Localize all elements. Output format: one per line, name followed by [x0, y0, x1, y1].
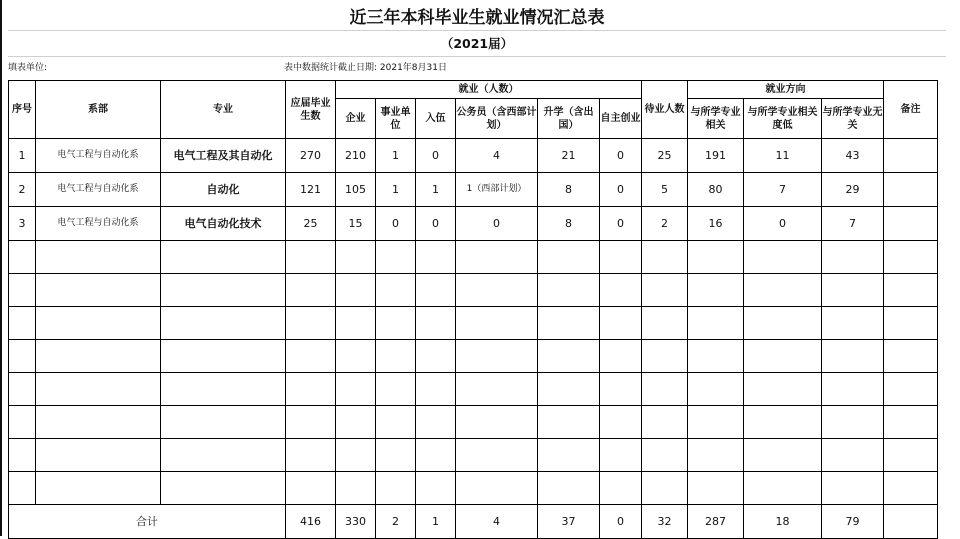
empty-cell[interactable] — [9, 406, 36, 439]
empty-cell[interactable] — [456, 373, 538, 406]
empty-cell[interactable] — [688, 241, 744, 274]
empty-cell[interactable] — [161, 274, 286, 307]
empty-cell[interactable] — [642, 340, 688, 373]
empty-cell[interactable] — [416, 472, 456, 505]
empty-row — [9, 439, 938, 472]
empty-cell[interactable] — [822, 241, 884, 274]
empty-cell[interactable] — [884, 274, 938, 307]
empty-row — [9, 307, 938, 340]
cell-unrelated[interactable]: 43 — [822, 139, 884, 173]
empty-cell[interactable] — [538, 406, 600, 439]
cell-total-enterprise[interactable]: 330 — [336, 505, 376, 539]
empty-cell[interactable] — [376, 274, 416, 307]
empty-cell[interactable] — [600, 241, 642, 274]
empty-cell[interactable] — [822, 340, 884, 373]
empty-cell[interactable] — [286, 439, 336, 472]
cell-pending[interactable]: 25 — [642, 139, 688, 173]
table-row — [9, 207, 938, 241]
empty-cell[interactable] — [688, 373, 744, 406]
empty-cell[interactable] — [600, 439, 642, 472]
header-institution[interactable]: 事业单位 — [376, 99, 416, 139]
empty-cell[interactable] — [456, 274, 538, 307]
empty-cell[interactable] — [744, 373, 822, 406]
cell-unrelated[interactable]: 29 — [822, 173, 884, 207]
cell-pending[interactable]: 2 — [642, 207, 688, 241]
empty-cell[interactable] — [600, 472, 642, 505]
empty-cell[interactable] — [286, 406, 336, 439]
cell-civil-servant[interactable]: 0 — [456, 207, 538, 241]
cell-related[interactable]: 80 — [688, 173, 744, 207]
empty-cell[interactable] — [600, 373, 642, 406]
cell-dept[interactable]: 电气工程与自动化系 — [36, 207, 161, 241]
empty-cell[interactable] — [884, 307, 938, 340]
cell-seq[interactable]: 2 — [9, 173, 36, 207]
header-unrelated[interactable]: 与所学专业无关 — [822, 99, 884, 139]
empty-cell[interactable] — [161, 340, 286, 373]
empty-cell[interactable] — [822, 439, 884, 472]
empty-row — [9, 274, 938, 307]
cell-total-label[interactable]: 合计 — [9, 505, 286, 539]
empty-cell[interactable] — [642, 439, 688, 472]
cell-remarks[interactable] — [884, 173, 938, 207]
empty-cell[interactable] — [744, 439, 822, 472]
empty-cell[interactable] — [416, 340, 456, 373]
empty-cell[interactable] — [161, 373, 286, 406]
empty-cell[interactable] — [600, 340, 642, 373]
header-seq[interactable]: 序号 — [9, 81, 36, 139]
cutoff-date-label[interactable]: 表中数据统计截止日期: 2021年8月31日 — [284, 63, 447, 73]
empty-cell[interactable] — [336, 439, 376, 472]
empty-cell[interactable] — [36, 472, 161, 505]
total-row — [9, 505, 938, 539]
cell-total-unrelated[interactable]: 79 — [822, 505, 884, 539]
empty-cell[interactable] — [822, 472, 884, 505]
info-row — [8, 58, 946, 78]
empty-cell[interactable] — [161, 406, 286, 439]
cell-unrelated[interactable]: 7 — [822, 207, 884, 241]
sheet-left-edge — [0, 0, 2, 536]
cell-major[interactable]: 电气工程及其自动化 — [161, 139, 286, 173]
cell-total-graduates[interactable]: 416 — [286, 505, 336, 539]
empty-cell[interactable] — [336, 274, 376, 307]
empty-cell[interactable] — [744, 241, 822, 274]
empty-cell[interactable] — [36, 373, 161, 406]
employment-table — [8, 80, 938, 539]
header-related[interactable]: 与所学专业相关 — [688, 99, 744, 139]
empty-cell[interactable] — [456, 472, 538, 505]
empty-cell[interactable] — [884, 472, 938, 505]
empty-cell[interactable] — [538, 373, 600, 406]
table-row — [9, 139, 938, 173]
empty-cell[interactable] — [286, 373, 336, 406]
empty-cell[interactable] — [161, 307, 286, 340]
cell-military[interactable]: 0 — [416, 207, 456, 241]
fill-unit-label[interactable]: 填表单位: — [8, 63, 48, 73]
header-major[interactable]: 专业 — [161, 81, 286, 139]
empty-cell[interactable] — [286, 340, 336, 373]
cell-seq[interactable]: 3 — [9, 207, 36, 241]
cell-total-self-employed[interactable]: 0 — [600, 505, 642, 539]
cell-enterprise[interactable]: 105 — [336, 173, 376, 207]
empty-cell[interactable] — [688, 472, 744, 505]
empty-row — [9, 373, 938, 406]
empty-cell[interactable] — [376, 406, 416, 439]
cell-seq[interactable]: 1 — [9, 139, 36, 173]
empty-cell[interactable] — [538, 472, 600, 505]
empty-cell[interactable] — [416, 307, 456, 340]
empty-cell[interactable] — [642, 406, 688, 439]
empty-cell[interactable] — [9, 307, 36, 340]
empty-cell[interactable] — [744, 274, 822, 307]
empty-cell[interactable] — [688, 406, 744, 439]
header-dept[interactable]: 系部 — [36, 81, 161, 139]
header-low-related[interactable]: 与所学专业相关度低 — [744, 99, 822, 139]
header-remarks[interactable]: 备注 — [884, 81, 938, 139]
empty-cell[interactable] — [744, 307, 822, 340]
cell-remarks[interactable] — [884, 139, 938, 173]
cell-further-study[interactable]: 8 — [538, 173, 600, 207]
header-graduates[interactable]: 应届毕业生数 — [286, 81, 336, 139]
cell-total-further-study[interactable]: 37 — [538, 505, 600, 539]
empty-row — [9, 241, 938, 274]
cell-total-institution[interactable]: 2 — [376, 505, 416, 539]
cell-further-study[interactable]: 8 — [538, 207, 600, 241]
empty-cell[interactable] — [286, 307, 336, 340]
cell-civil-servant[interactable]: 1（西部计划） — [456, 173, 538, 207]
cell-total-military[interactable]: 1 — [416, 505, 456, 539]
empty-cell[interactable] — [36, 307, 161, 340]
empty-cell[interactable] — [9, 241, 36, 274]
empty-cell[interactable] — [538, 274, 600, 307]
sheet-subtitle[interactable]: （2021届） — [8, 32, 946, 57]
empty-cell[interactable] — [642, 274, 688, 307]
cell-total-low-related[interactable]: 18 — [744, 505, 822, 539]
empty-cell[interactable] — [456, 307, 538, 340]
header-pending[interactable]: 待业人数 — [642, 81, 688, 139]
cell-graduates[interactable]: 121 — [286, 173, 336, 207]
empty-cell[interactable] — [822, 307, 884, 340]
cell-major[interactable]: 自动化 — [161, 173, 286, 207]
empty-cell[interactable] — [884, 340, 938, 373]
cell-related[interactable]: 16 — [688, 207, 744, 241]
empty-cell[interactable] — [336, 472, 376, 505]
empty-cell[interactable] — [538, 439, 600, 472]
empty-row — [9, 472, 938, 505]
empty-cell[interactable] — [822, 373, 884, 406]
cell-self-employed[interactable]: 0 — [600, 207, 642, 241]
empty-cell[interactable] — [600, 406, 642, 439]
empty-cell[interactable] — [9, 439, 36, 472]
empty-cell[interactable] — [376, 439, 416, 472]
header-civil-servant[interactable]: 公务员（含西部计划） — [456, 99, 538, 139]
empty-cell[interactable] — [456, 406, 538, 439]
empty-cell[interactable] — [538, 241, 600, 274]
empty-cell[interactable] — [161, 241, 286, 274]
cell-institution[interactable]: 1 — [376, 173, 416, 207]
empty-cell[interactable] — [336, 241, 376, 274]
header-military[interactable]: 入伍 — [416, 99, 456, 139]
cell-related[interactable]: 191 — [688, 139, 744, 173]
empty-cell[interactable] — [36, 340, 161, 373]
empty-cell[interactable] — [884, 241, 938, 274]
empty-cell[interactable] — [600, 274, 642, 307]
empty-cell[interactable] — [9, 274, 36, 307]
empty-cell[interactable] — [688, 439, 744, 472]
empty-cell[interactable] — [286, 472, 336, 505]
empty-cell[interactable] — [642, 241, 688, 274]
cell-remarks[interactable] — [884, 207, 938, 241]
cell-self-employed[interactable]: 0 — [600, 139, 642, 173]
empty-cell[interactable] — [376, 340, 416, 373]
cell-self-employed[interactable]: 0 — [600, 173, 642, 207]
empty-cell[interactable] — [822, 406, 884, 439]
cell-low-related[interactable]: 7 — [744, 173, 822, 207]
cell-total-related[interactable]: 287 — [688, 505, 744, 539]
empty-cell[interactable] — [642, 373, 688, 406]
cell-total-pending[interactable]: 32 — [642, 505, 688, 539]
empty-cell[interactable] — [36, 439, 161, 472]
empty-cell[interactable] — [822, 274, 884, 307]
cell-dept[interactable]: 电气工程与自动化系 — [36, 139, 161, 173]
empty-cell[interactable] — [642, 472, 688, 505]
cell-civil-servant[interactable]: 4 — [456, 139, 538, 173]
empty-cell[interactable] — [416, 439, 456, 472]
empty-cell[interactable] — [376, 307, 416, 340]
table-row — [9, 173, 938, 207]
empty-cell[interactable] — [9, 472, 36, 505]
empty-cell[interactable] — [688, 307, 744, 340]
empty-cell[interactable] — [884, 373, 938, 406]
empty-cell[interactable] — [538, 340, 600, 373]
empty-cell[interactable] — [36, 241, 161, 274]
empty-row — [9, 406, 938, 439]
cell-further-study[interactable]: 21 — [538, 139, 600, 173]
cell-major[interactable]: 电气自动化技术 — [161, 207, 286, 241]
cell-graduates[interactable]: 25 — [286, 207, 336, 241]
empty-cell[interactable] — [416, 241, 456, 274]
empty-cell[interactable] — [376, 373, 416, 406]
cell-military[interactable]: 0 — [416, 139, 456, 173]
cell-military[interactable]: 1 — [416, 173, 456, 207]
empty-cell[interactable] — [286, 241, 336, 274]
empty-cell[interactable] — [376, 472, 416, 505]
empty-cell[interactable] — [36, 274, 161, 307]
empty-row — [9, 340, 938, 373]
cell-enterprise[interactable]: 15 — [336, 207, 376, 241]
cell-dept[interactable]: 电气工程与自动化系 — [36, 173, 161, 207]
empty-cell[interactable] — [884, 439, 938, 472]
cell-total-civil-servant[interactable]: 4 — [456, 505, 538, 539]
empty-cell[interactable] — [36, 406, 161, 439]
empty-cell[interactable] — [286, 274, 336, 307]
empty-cell[interactable] — [600, 307, 642, 340]
empty-cell[interactable] — [884, 406, 938, 439]
empty-cell[interactable] — [336, 373, 376, 406]
sheet-title[interactable]: 近三年本科毕业生就业情况汇总表 — [8, 6, 946, 31]
empty-cell[interactable] — [161, 439, 286, 472]
header-employment-group[interactable]: 就业（人数） — [336, 81, 642, 99]
cell-total-remarks[interactable] — [884, 505, 938, 539]
empty-cell[interactable] — [538, 307, 600, 340]
header-further-study[interactable]: 升学（含出国） — [538, 99, 600, 139]
cell-graduates[interactable]: 270 — [286, 139, 336, 173]
empty-cell[interactable] — [744, 340, 822, 373]
empty-cell[interactable] — [744, 406, 822, 439]
empty-cell[interactable] — [9, 373, 36, 406]
empty-cell[interactable] — [376, 241, 416, 274]
empty-cell[interactable] — [336, 340, 376, 373]
empty-cell[interactable] — [416, 274, 456, 307]
empty-cell[interactable] — [688, 340, 744, 373]
empty-cell[interactable] — [688, 274, 744, 307]
cell-enterprise[interactable]: 210 — [336, 139, 376, 173]
cell-institution[interactable]: 0 — [376, 207, 416, 241]
cell-pending[interactable]: 5 — [642, 173, 688, 207]
empty-cell[interactable] — [336, 307, 376, 340]
empty-cell[interactable] — [456, 241, 538, 274]
empty-cell[interactable] — [744, 472, 822, 505]
header-self-employed[interactable]: 自主创业 — [600, 99, 642, 139]
empty-cell[interactable] — [416, 373, 456, 406]
empty-cell[interactable] — [456, 439, 538, 472]
empty-cell[interactable] — [642, 307, 688, 340]
cell-low-related[interactable]: 11 — [744, 139, 822, 173]
header-direction-group[interactable]: 就业方向 — [688, 81, 884, 99]
cell-low-related[interactable]: 0 — [744, 207, 822, 241]
empty-cell[interactable] — [456, 340, 538, 373]
empty-cell[interactable] — [9, 340, 36, 373]
empty-cell[interactable] — [336, 406, 376, 439]
header-enterprise[interactable]: 企业 — [336, 99, 376, 139]
empty-cell[interactable] — [416, 406, 456, 439]
cell-institution[interactable]: 1 — [376, 139, 416, 173]
empty-cell[interactable] — [161, 472, 286, 505]
